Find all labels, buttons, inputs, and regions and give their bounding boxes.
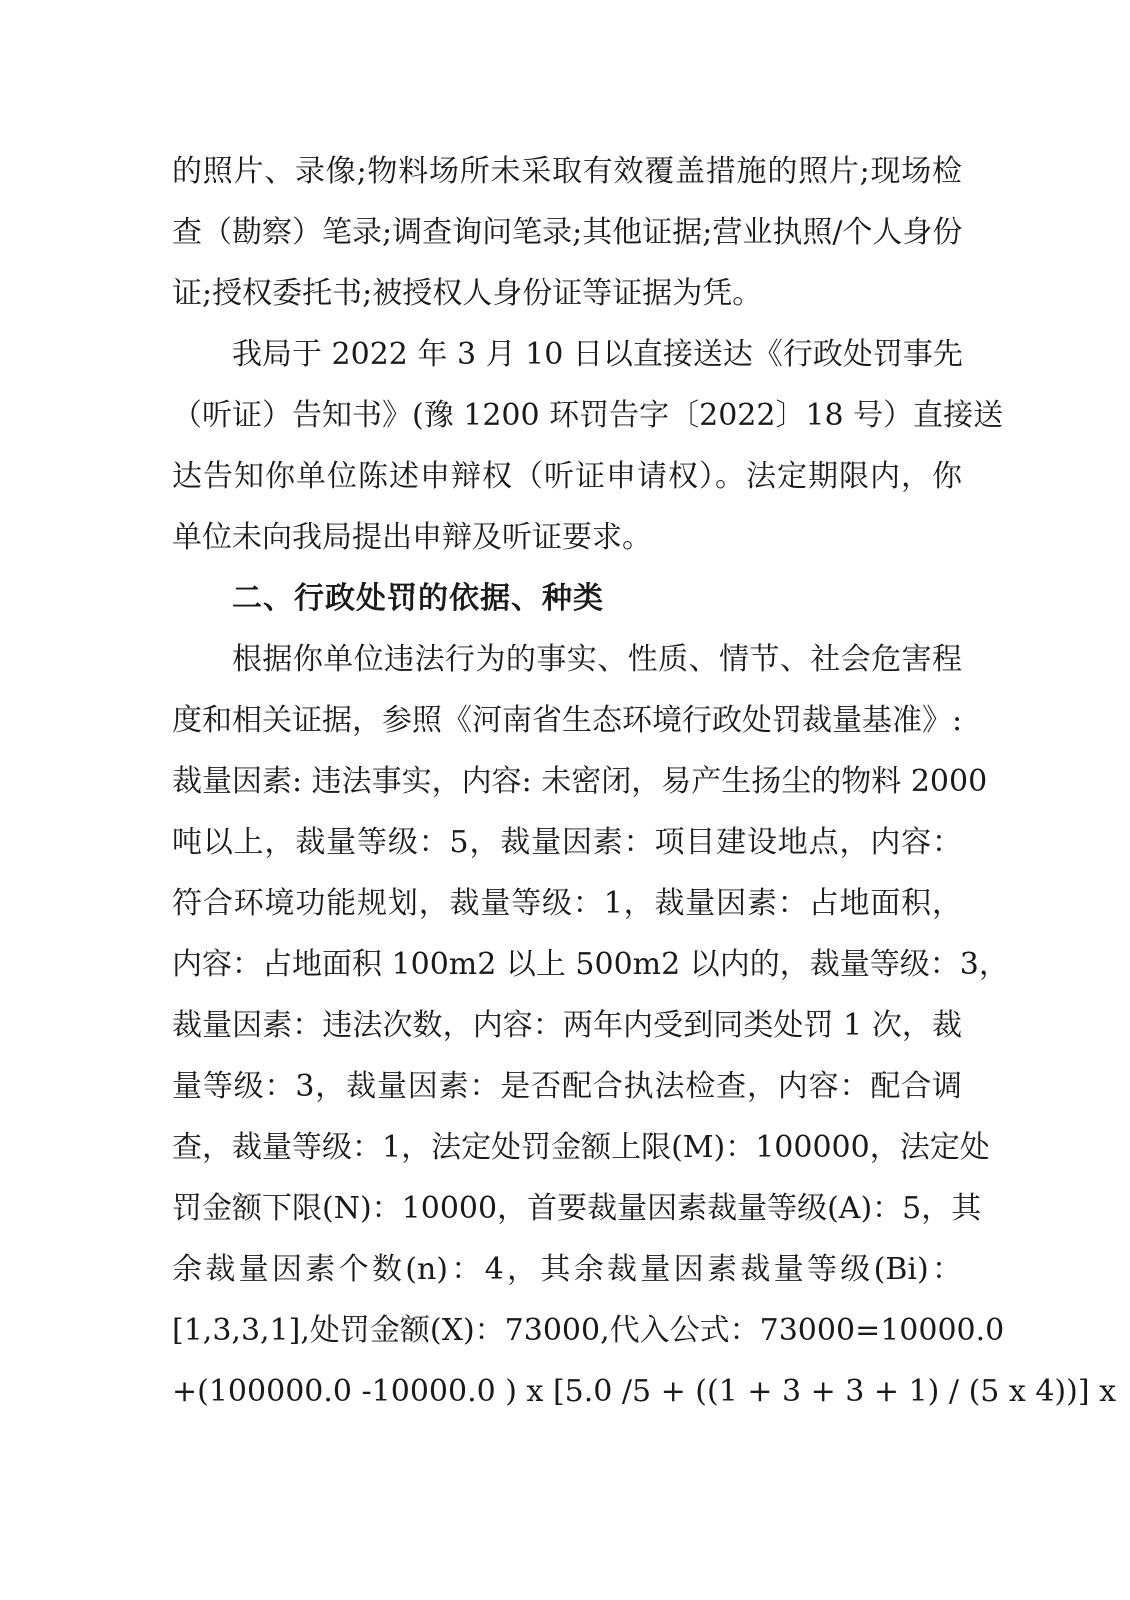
- paragraph-2-line-4: 单位未向我局提出申辩及听证要求。: [172, 520, 652, 555]
- paragraph-3-line-6: 内容：占地面积 100m2 以上 500m2 以内的，裁量等级：3，: [172, 947, 1009, 982]
- paragraph-1-line-1: 的照片、录像;物料场所未采取有效覆盖措施的照片;现场检: [172, 154, 962, 189]
- paragraph-3-line-5: 符合环境功能规划，裁量等级：1，裁量因素：占地面积，: [172, 886, 962, 921]
- section-heading: 二、行政处罚的依据、种类: [232, 581, 604, 616]
- paragraph-2-line-3: 达告知你单位陈述申辩权（听证申请权）。法定期限内，你: [172, 459, 962, 494]
- paragraph-3-line-11: 余裁量因素个数(n)：4，其余裁量因素裁量等级(Bi)：: [172, 1252, 962, 1287]
- paragraph-1-line-2: 查（勘察）笔录;调查询问笔录;其他证据;营业执照/个人身份: [172, 215, 963, 250]
- paragraph-3-line-3: 裁量因素: 违法事实，内容: 未密闭，易产生扬尘的物料 2000: [172, 764, 988, 799]
- paragraph-3-line-9: 查，裁量等级：1，法定处罚金额上限(M)：100000，法定处: [172, 1130, 990, 1165]
- paragraph-3-line-7: 裁量因素：违法次数，内容：两年内受到同类处罚 1 次，裁: [172, 1008, 962, 1043]
- paragraph-3-line-10: 罚金额下限(N)：10000，首要裁量因素裁量等级(A)：5，其: [172, 1191, 982, 1226]
- paragraph-3-line-4: 吨以上，裁量等级：5，裁量因素：项目建设地点，内容：: [172, 825, 962, 860]
- paragraph-1-line-3: 证;授权委托书;被授权人身份证等证据为凭。: [172, 276, 763, 311]
- paragraph-3-line-2: 度和相关证据，参照《河南省生态环境行政处罚裁量基准》:: [172, 703, 963, 738]
- paragraph-3-line-13: +(100000.0 -10000.0 ) x [5.0 /5 + ((1 + 3 + 3 + 1) / (5 x 4))] x: [172, 1374, 1117, 1409]
- paragraph-3-line-8: 量等级：3，裁量因素：是否配合执法检查，内容：配合调: [172, 1069, 962, 1104]
- paragraph-2-line-2: （听证）告知书》(豫 1200 环罚告字〔2022〕18 号）直接送: [172, 398, 1004, 433]
- paragraph-2-line-1: 我局于 2022 年 3 月 10 日以直接送达《行政处罚事先: [232, 337, 963, 372]
- paragraph-3-line-12: [1,3,3,1],处罚金额(X)：73000,代入公式：73000=10000.0: [172, 1313, 1005, 1348]
- paragraph-3-line-1: 根据你单位违法行为的事实、性质、情节、社会危害程: [232, 642, 962, 677]
